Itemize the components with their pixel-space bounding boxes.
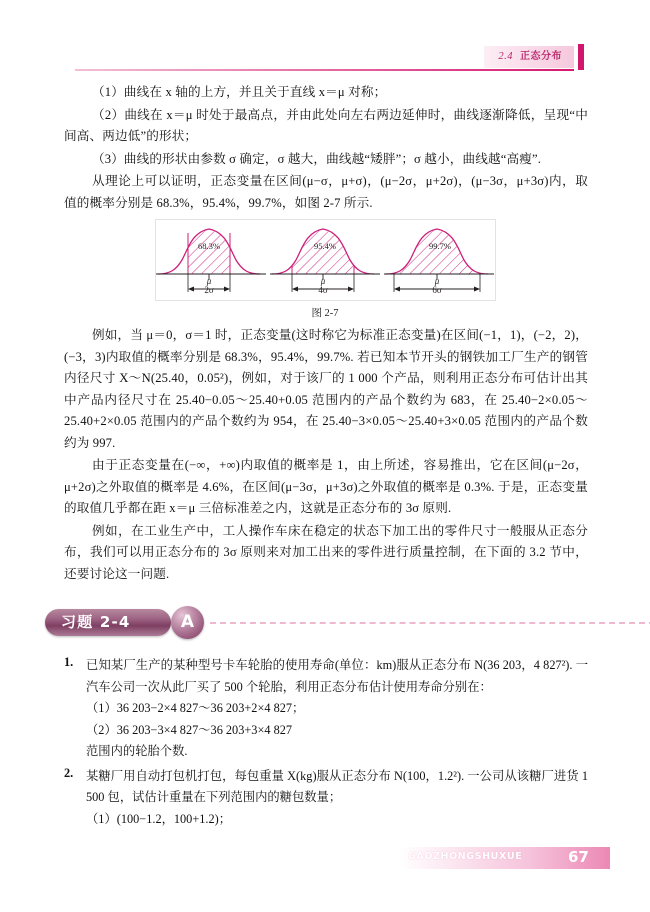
paragraph-industry: 例如，在工业生产中，工人操作车床在稳定的状态下加工出的零件尺寸一般服从正态分布，我们可以用正态分布的 3σ 原则来对加工出来的零件进行质量控制，在下面的 3.2 节中，还要讨论这一问题.: [64, 523, 588, 581]
body-text-lower: [64, 325, 588, 586]
paragraph-sigma3: 由于正态变量在(−∞，+∞)内取值的概率是 1，由上所述，容易推出，它在区间(μ−2σ，μ+2σ)之外取值的概率是 4.6%，在区间(μ−3σ，μ+3σ)之外取值的概率是 0.3%. 于是，正态变量的取值几乎都在距 x＝μ 三倍标准差之内，这就是正态分布的 3σ 原则.: [64, 458, 588, 515]
exercise-2-number: 2.: [64, 765, 74, 780]
figure-panel-1: [156, 229, 266, 295]
exercise-header: [45, 606, 605, 642]
figure-caption: 图 2-7: [311, 308, 339, 319]
exercise-item-1: [64, 655, 588, 763]
footer-watermark: GAOZHONGSHUXUE: [408, 851, 523, 862]
panel-3-center-label: μ: [434, 276, 440, 286]
panel-2-width-label: 4σ: [318, 285, 328, 295]
running-head-section-number: 2.4: [498, 51, 513, 62]
exercise-group-badge: A: [171, 606, 204, 639]
panel-2-probability: 95.4%: [314, 241, 336, 251]
running-head-section-title: 正态分布: [520, 51, 562, 62]
exercise-1-sub-2: （2）36 203−3×4 827～36 203+3×4 827: [86, 722, 293, 737]
page-number: 67: [568, 848, 589, 866]
exercise-1-sub-1: （1）36 203−2×4 827～36 203+2×4 827；: [86, 701, 305, 715]
exercise-1-stem: 已知某厂生产的某种型号卡车轮胎的使用寿命(单位：km)服从正态分布 N(36 203，4 827²). 一汽车公司一次从此厂买了 500 个轮胎，利用正态分布估计使用寿命分别在：: [86, 658, 588, 694]
body-item-3: （3）曲线的形状由参数 σ 确定，σ 越大，曲线越“矮胖”；σ 越小，曲线越“高瘦”.: [92, 151, 542, 166]
panel-3-probability: 99.7%: [429, 241, 451, 251]
running-head-endcap: [578, 44, 584, 70]
figure-panel-3: [384, 229, 494, 295]
body-item-1: （1）曲线在 x 轴的上方，并且关于直线 x＝μ 对称；: [92, 85, 387, 99]
figure-panel-2: [270, 229, 380, 295]
panel-3-width-label: 6σ: [432, 285, 442, 295]
panel-1-width-label: 2σ: [204, 285, 214, 295]
exercise-2-stem: 某糖厂用自动打包机打包，每包重量 X(kg)服从正态分布 N(100，1.2²). 一公司从该糖厂进货 1 500 包，试估计重量在下列范围内的糖包数量；: [86, 768, 588, 804]
panel-1-center-label: μ: [206, 276, 212, 286]
running-head-tab: [484, 46, 574, 68]
exercise-item-2: [64, 766, 588, 831]
exercise-header-dashed-rule: [210, 622, 650, 624]
exercise-2-sub-1: （1）(100−1.2，100+1.2)；: [86, 811, 232, 826]
exercise-list: [64, 655, 588, 833]
page-footer: [400, 847, 650, 871]
body-item-2: （2）曲线在 x＝μ 时处于最高点，并由此处向左右两边延伸时，曲线逐渐降低，呈现“中间高、两边低”的形状；: [64, 107, 588, 143]
panel-2-center-label: μ: [320, 276, 326, 286]
paragraph-theory: 从理论上可以证明，正态变量在区间(μ−σ，μ+σ)，(μ−2σ，μ+2σ)，(μ−3σ，μ+3σ)内，取值的概率分别是 68.3%，95.4%，99.7%，如图 2-7 所示.: [64, 174, 588, 210]
running-head-rule: [75, 69, 574, 71]
exercise-header-label: 习题 2-4: [45, 609, 171, 636]
body-text: [64, 82, 588, 215]
panel-1-probability: 68.3%: [198, 241, 220, 251]
figure-2-7: [155, 219, 496, 301]
figure-svg: [156, 220, 495, 300]
exercise-1-tail: 范围内的轮胎个数.: [86, 744, 188, 758]
paragraph-example: 例如，当 μ＝0，σ＝1 时，正态变量(这时称它为标准正态变量)在区间(−1，1)，(−2，2)，(−3，3)内取值的概率分别是 68.3%，95.4%，99.7%. 若已知本节开头的钢铁加工厂生产的钢管内径尺寸 X～N(25.40，0.05²)，例如，对于该厂的 1 000 个产品，则利用正态分布可估计出其中产品内径尺寸在 25.40−0.05～25.40+0.05 范围内的产品个数约为 683，在 25.40−2×0.05～25.40+2×0.05 范围内的产品个数约为 954，在 25.40−3×0.05～25.40+3×0.05 范围内的产品个数约为 997.: [64, 328, 588, 450]
exercise-1-number: 1.: [64, 655, 74, 669]
